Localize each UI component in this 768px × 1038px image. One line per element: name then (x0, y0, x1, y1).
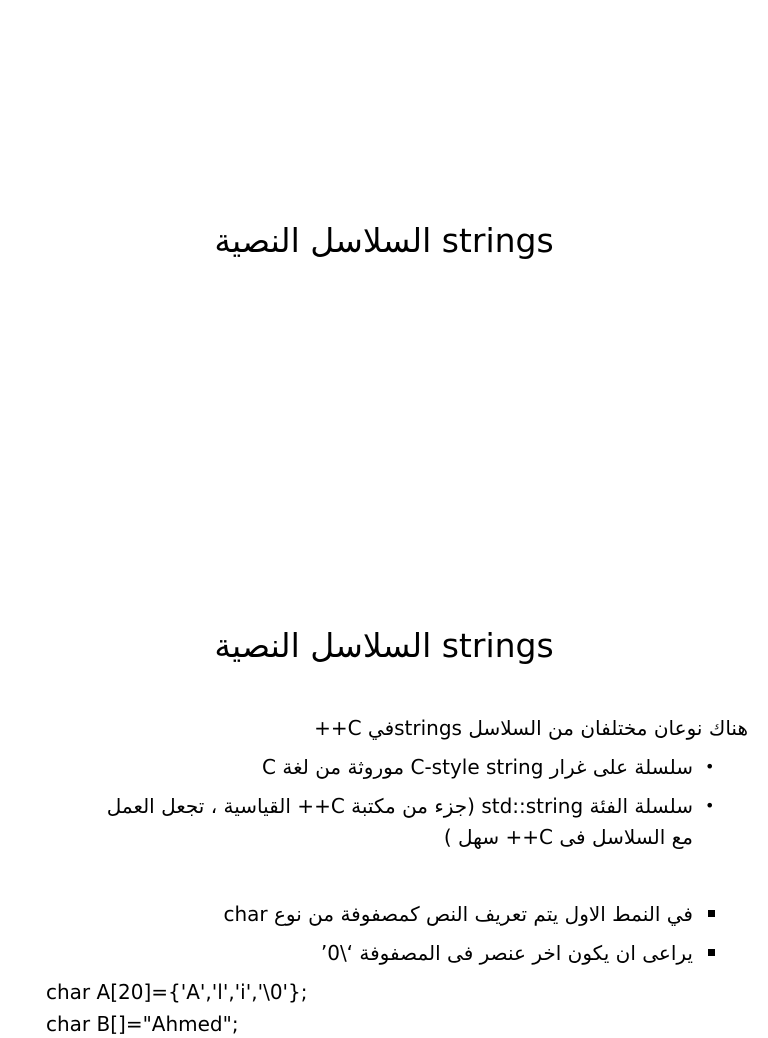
bullet-item: سلسلة على غرار C-style string موروثة من لغة C (262, 755, 693, 779)
code-line: char B[]="Ahmed"; (46, 1012, 239, 1036)
slide-title: السلاسل النصية strings (214, 626, 554, 665)
slide-title: السلاسل النصية strings (214, 221, 554, 260)
square-bullet-item: يراعى ان يكون اخر عنصر فى المصفوفة ‘\0’ (320, 941, 693, 965)
bullet-icon: • (705, 757, 715, 776)
bullet-item-continuation: مع السلاسل فى C++ سهل ) (443, 825, 693, 849)
square-bullet-icon (708, 949, 715, 956)
intro-text: هناك نوعان مختلفان من السلاسل stringsفي C++ (314, 716, 748, 740)
square-bullet-item: في النمط الاول يتم تعريف النص كمصفوفة من نوع char (223, 902, 693, 926)
code-line: char A[20]={'A','l','i','\0'}; (46, 980, 308, 1004)
square-bullet-icon (708, 910, 715, 917)
bullet-item: سلسلة الفئة std::string (جزء من مكتبة C++ القياسية ، تجعل العمل (106, 794, 693, 818)
bullet-icon: • (705, 796, 715, 815)
